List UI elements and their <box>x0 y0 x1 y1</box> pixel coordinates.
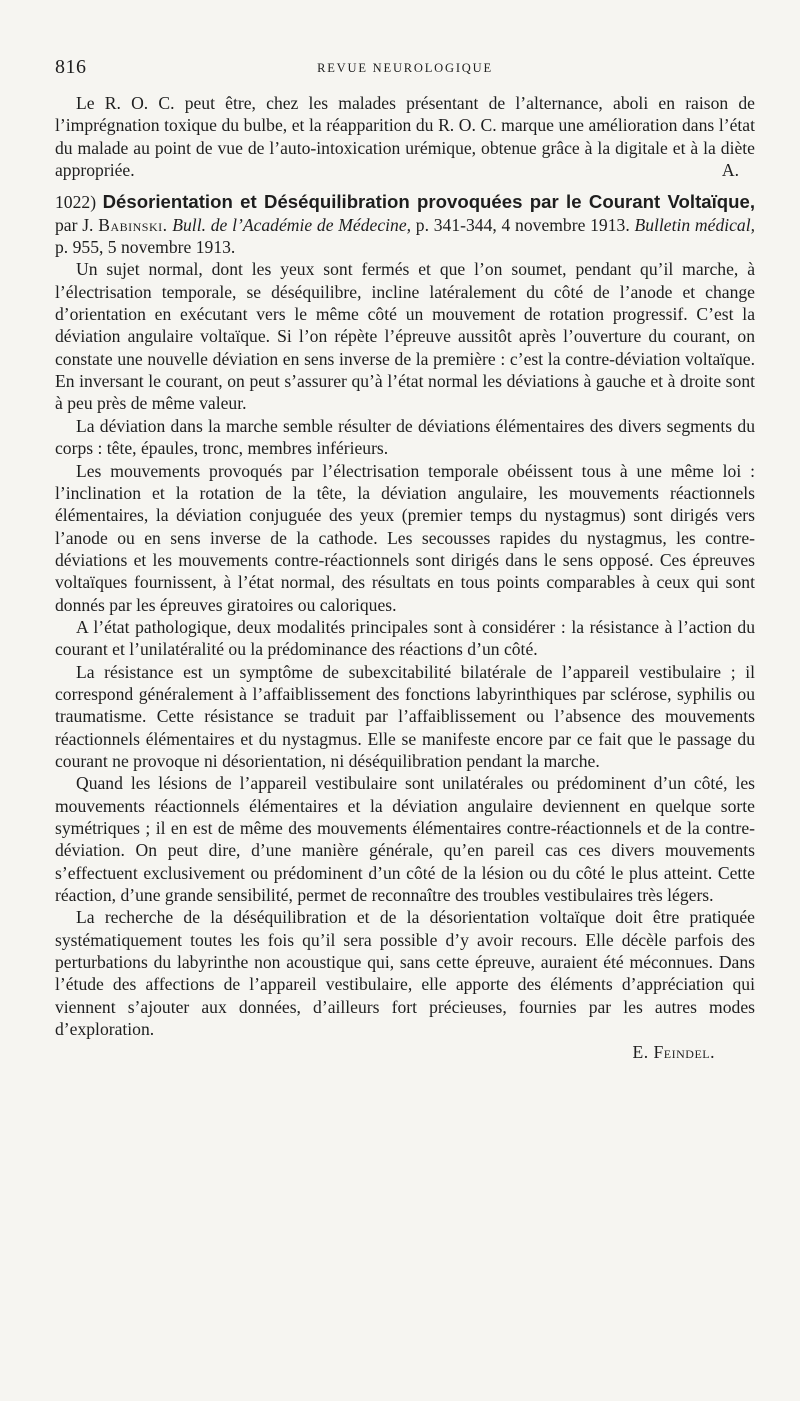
article-source-2-detail: p. 955, 5 novembre 1913. <box>55 237 236 258</box>
body-paragraph: La déviation dans la marche semble résulter de déviations élémentaires des divers segments du corps : tête, épaules, tronc, membres inférieurs. <box>55 415 755 459</box>
body-paragraph: Les mouvements provoqués par l’électrisation temporale obéissent tous à une même loi : l’inclination et la rotation de la tête, la déviation angulaire, les mouvements réactionnels élémentaires, la déviation conjuguée des yeux (premier temps du nystagmus) sont dirigés vers l’anode ou en sens inverse de la cathode. Les secousses rapides du nystagmus, les contre-déviations et les mouvements contre-réactionnels sont dirigés dans le sens opposé. Ces épreuves voltaïques fournissent, à l’état normal, des résultats en tous points comparables à ceux qui sont donnés par les épreuves giratoires ou caloriques. <box>55 460 755 615</box>
article-source-1: Bull. de l’Académie de Médecine, <box>172 214 412 235</box>
article-number: 1022) <box>55 192 97 213</box>
page-header <box>55 56 755 82</box>
author-prefix: par J. <box>55 214 94 235</box>
body-paragraph: La recherche de la déséquilibration et de la désorientation voltaïque doit être pratiquée systématiquement toutes les fois qu’il sera possible d’y avoir recours. Elle décèle parfois des perturbations du labyrinthe non acoustique qui, sans cette épreuve, auraient été méconnues. Dans l’étude des affections de l’appareil vestibulaire, elle apporte des éléments d’appréciation qui viennent s’ajouter aux données, d’ailleurs fort précieuses, fournies par les autres modes d’exploration. <box>55 907 755 1040</box>
body-paragraph: La résistance est un symptôme de subexcitabilité bilatérale de l’appareil vestibulaire ; il correspond généralement à l’affaiblissement des fonctions labyrinthiques par sclérose, syphilis ou traumatisme. Cette résistance se traduit par l’affaiblissement ou l’absence des mouvements réactionnels élémentaires et du nystagmus. Elle se manifeste encore par ce fait que le passage du courant ne provoque ni désorientation, ni déséquilibration pendant la marche. <box>55 661 755 771</box>
article-title: Désorientation et Déséquilibration provoquées par le Courant Voltaïque, <box>102 191 755 213</box>
intro-paragraph <box>55 92 755 181</box>
body-paragraph: Un sujet normal, dont les yeux sont fermés et que l’on soumet, pendant qu’il marche, à l’électrisation temporale, se déséquilibre, incline latéralement du côté de l’anode et change d’orientation en exécutant vers le même côté un mouvement de rotation progressif. C’est la déviation angulaire voltaïque. Si l’on répète l’épreuve aussitôt après l’ouverture du courant, on constate une nouvelle déviation en sens inverse de la première : c’est la contre-déviation voltaïque. En inversant le courant, on peut s’assurer qu’à l’état normal les déviations à gauche et à droite sont à peu près de même valeur. <box>55 259 755 414</box>
body-paragraph: Quand les lésions de l’appareil vestibulaire sont unilatérales ou prédominent d’un côté, les mouvements réactionnels élémentaires et la déviation angulaire deviennent en quelque sorte symétriques ; il en est de même des mouvements élémentaires contre-réactionnels et de la contre-déviation. On peut dire, d’une manière générale, qu’en pareil cas ces divers mouvements s’effectuent exclusivement ou prédominent d’un côté de la lésion ou du côté le plus atteint. Cette réaction, d’une grande sensibilité, permet de reconnaître des troubles vestibulaires très légers. <box>55 773 755 906</box>
intro-end-mark: A. <box>721 160 739 181</box>
page-number: 816 <box>55 56 87 78</box>
body-paragraph: A l’état pathologique, deux modalités principales sont à considérer : la résistance à l’action du courant et l’unilatéralité ou la prédominance des réactions d’un côté. <box>55 616 755 660</box>
article-author: Babinski. <box>98 214 168 235</box>
signature <box>55 1041 755 1063</box>
running-title: REVUE NEUROLOGIQUE <box>317 61 493 75</box>
article-source-1-detail: p. 341-344, 4 novembre 1913. <box>415 214 630 235</box>
signature-text: E. Feindel. <box>632 1042 715 1063</box>
article-heading <box>55 191 755 258</box>
intro-text: Le R. O. C. peut être, chez les malades présentant de l’alternance, aboli en raison de l’imprégnation toxique du bulbe, et la réapparition du R. O. C. marque une amélioration dans l’état du malade au point de vue de l’auto-intoxication urémique, obtenue grâce à la digitale et à la diète appropriée. <box>55 93 755 181</box>
article-source-2: Bulletin médical, <box>634 214 756 235</box>
page-body <box>55 92 755 1064</box>
